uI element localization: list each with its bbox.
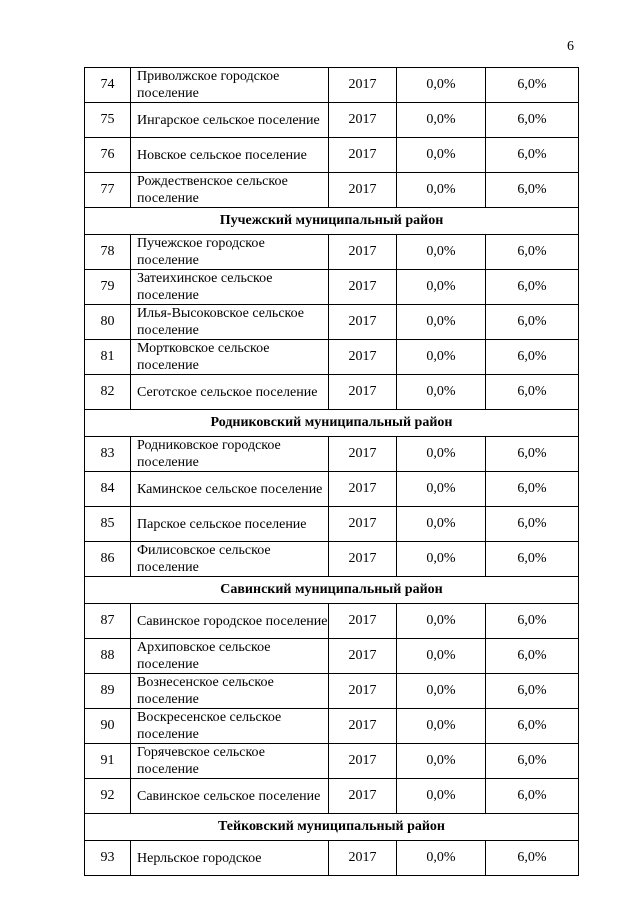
year-cell: 2017: [329, 375, 397, 410]
settlement-name-cell: Мортковское сельское поселение: [131, 340, 329, 375]
year-cell: 2017: [329, 507, 397, 542]
rate-second-cell: 6,0%: [486, 235, 579, 270]
row-number-cell: 89: [85, 674, 131, 709]
row-number-cell: 88: [85, 639, 131, 674]
rate-second-cell: 6,0%: [486, 340, 579, 375]
rate-first-cell: 0,0%: [397, 779, 486, 814]
year-cell: 2017: [329, 68, 397, 103]
year-cell: 2017: [329, 639, 397, 674]
rate-second-cell: 6,0%: [486, 779, 579, 814]
settlement-name-cell: Савинское сельское поселение: [131, 779, 329, 814]
table-row: [85, 507, 579, 542]
rate-first-cell: 0,0%: [397, 472, 486, 507]
row-number-cell: 84: [85, 472, 131, 507]
year-cell: 2017: [329, 604, 397, 639]
year-cell: 2017: [329, 674, 397, 709]
table-row: [85, 375, 579, 410]
rate-first-cell: 0,0%: [397, 674, 486, 709]
year-cell: 2017: [329, 270, 397, 305]
rate-first-cell: 0,0%: [397, 103, 486, 138]
section-title: Савинский муниципальный район: [85, 577, 579, 604]
table-row: [85, 340, 579, 375]
settlement-name-cell: Парское сельское поселение: [131, 507, 329, 542]
table-row: [85, 744, 579, 779]
rate-first-cell: 0,0%: [397, 305, 486, 340]
table-row: [85, 472, 579, 507]
row-number-cell: 80: [85, 305, 131, 340]
table-row: [85, 138, 579, 173]
settlement-name-cell: Рождественское сельское поселение: [131, 173, 329, 208]
rate-first-cell: 0,0%: [397, 542, 486, 577]
year-cell: 2017: [329, 709, 397, 744]
section-title: Родниковский муниципальный район: [85, 410, 579, 437]
rate-second-cell: 6,0%: [486, 375, 579, 410]
settlement-name-cell: Филисовское сельское поселение: [131, 542, 329, 577]
year-cell: 2017: [329, 173, 397, 208]
settlement-name-cell: Горячевское сельское поселение: [131, 744, 329, 779]
table-row: [85, 235, 579, 270]
settlement-name-cell: Илья-Высоковское сельское поселение: [131, 305, 329, 340]
settlement-name-cell: Ингарское сельское поселение: [131, 103, 329, 138]
table-row: [85, 542, 579, 577]
year-cell: 2017: [329, 542, 397, 577]
table-row: [85, 270, 579, 305]
row-number-cell: 91: [85, 744, 131, 779]
settlement-name-cell: Каминское сельское поселение: [131, 472, 329, 507]
settlement-name-cell: Архиповское сельское поселение: [131, 639, 329, 674]
settlement-name-cell: Вознесенское сельское поселение: [131, 674, 329, 709]
settlement-name-cell: Затеихинское сельское поселение: [131, 270, 329, 305]
rate-first-cell: 0,0%: [397, 709, 486, 744]
rate-second-cell: 6,0%: [486, 744, 579, 779]
table-row: [85, 779, 579, 814]
rate-second-cell: 6,0%: [486, 305, 579, 340]
row-number-cell: 85: [85, 507, 131, 542]
year-cell: 2017: [329, 103, 397, 138]
row-number-cell: 76: [85, 138, 131, 173]
year-cell: 2017: [329, 472, 397, 507]
rate-first-cell: 0,0%: [397, 68, 486, 103]
rate-first-cell: 0,0%: [397, 639, 486, 674]
settlement-name-cell: Сеготское сельское поселение: [131, 375, 329, 410]
table-row: [85, 68, 579, 103]
page-number: 6: [567, 39, 574, 54]
row-number-cell: 74: [85, 68, 131, 103]
rate-second-cell: 6,0%: [486, 604, 579, 639]
rate-first-cell: 0,0%: [397, 744, 486, 779]
table-row: [85, 437, 579, 472]
row-number-cell: 92: [85, 779, 131, 814]
row-number-cell: 90: [85, 709, 131, 744]
table-row: [85, 604, 579, 639]
settlement-name-cell: Пучежское городское поселение: [131, 235, 329, 270]
settlement-name-cell: Родниковское городское поселение: [131, 437, 329, 472]
settlement-name-cell: Нерльское городское: [131, 841, 329, 876]
rate-second-cell: 6,0%: [486, 507, 579, 542]
rate-first-cell: 0,0%: [397, 604, 486, 639]
section-header-row: [85, 577, 579, 604]
rate-second-cell: 6,0%: [486, 103, 579, 138]
year-cell: 2017: [329, 841, 397, 876]
rate-first-cell: 0,0%: [397, 340, 486, 375]
rate-second-cell: 6,0%: [486, 173, 579, 208]
rate-second-cell: 6,0%: [486, 674, 579, 709]
settlement-name-cell: Приволжское городское поселение: [131, 68, 329, 103]
table-body: [85, 68, 579, 876]
section-header-row: [85, 208, 579, 235]
table-row: [85, 173, 579, 208]
row-number-cell: 77: [85, 173, 131, 208]
section-title: Тейковский муниципальный район: [85, 814, 579, 841]
rate-first-cell: 0,0%: [397, 235, 486, 270]
year-cell: 2017: [329, 305, 397, 340]
rate-second-cell: 6,0%: [486, 709, 579, 744]
rate-first-cell: 0,0%: [397, 138, 486, 173]
settlement-name-cell: Новское сельское поселение: [131, 138, 329, 173]
row-number-cell: 86: [85, 542, 131, 577]
table-row: [85, 639, 579, 674]
row-number-cell: 78: [85, 235, 131, 270]
row-number-cell: 81: [85, 340, 131, 375]
rate-second-cell: 6,0%: [486, 841, 579, 876]
year-cell: 2017: [329, 340, 397, 375]
year-cell: 2017: [329, 235, 397, 270]
rate-second-cell: 6,0%: [486, 68, 579, 103]
table-row: [85, 103, 579, 138]
rate-first-cell: 0,0%: [397, 173, 486, 208]
table-row: [85, 674, 579, 709]
settlement-name-cell: Савинское городское поселение: [131, 604, 329, 639]
section-header-row: [85, 410, 579, 437]
rate-second-cell: 6,0%: [486, 270, 579, 305]
rate-first-cell: 0,0%: [397, 270, 486, 305]
row-number-cell: 79: [85, 270, 131, 305]
rate-second-cell: 6,0%: [486, 138, 579, 173]
year-cell: 2017: [329, 744, 397, 779]
table-row: [85, 305, 579, 340]
row-number-cell: 93: [85, 841, 131, 876]
settlement-name-cell: Воскресенское сельское поселение: [131, 709, 329, 744]
rate-second-cell: 6,0%: [486, 542, 579, 577]
table-row: [85, 841, 579, 876]
rate-first-cell: 0,0%: [397, 841, 486, 876]
year-cell: 2017: [329, 779, 397, 814]
row-number-cell: 83: [85, 437, 131, 472]
section-header-row: [85, 814, 579, 841]
row-number-cell: 82: [85, 375, 131, 410]
rate-first-cell: 0,0%: [397, 507, 486, 542]
rate-first-cell: 0,0%: [397, 437, 486, 472]
rate-second-cell: 6,0%: [486, 639, 579, 674]
row-number-cell: 87: [85, 604, 131, 639]
year-cell: 2017: [329, 138, 397, 173]
table-row: [85, 709, 579, 744]
year-cell: 2017: [329, 437, 397, 472]
section-title: Пучежский муниципальный район: [85, 208, 579, 235]
rate-first-cell: 0,0%: [397, 375, 486, 410]
rate-second-cell: 6,0%: [486, 437, 579, 472]
rate-second-cell: 6,0%: [486, 472, 579, 507]
row-number-cell: 75: [85, 103, 131, 138]
settlements-table: [84, 67, 579, 876]
